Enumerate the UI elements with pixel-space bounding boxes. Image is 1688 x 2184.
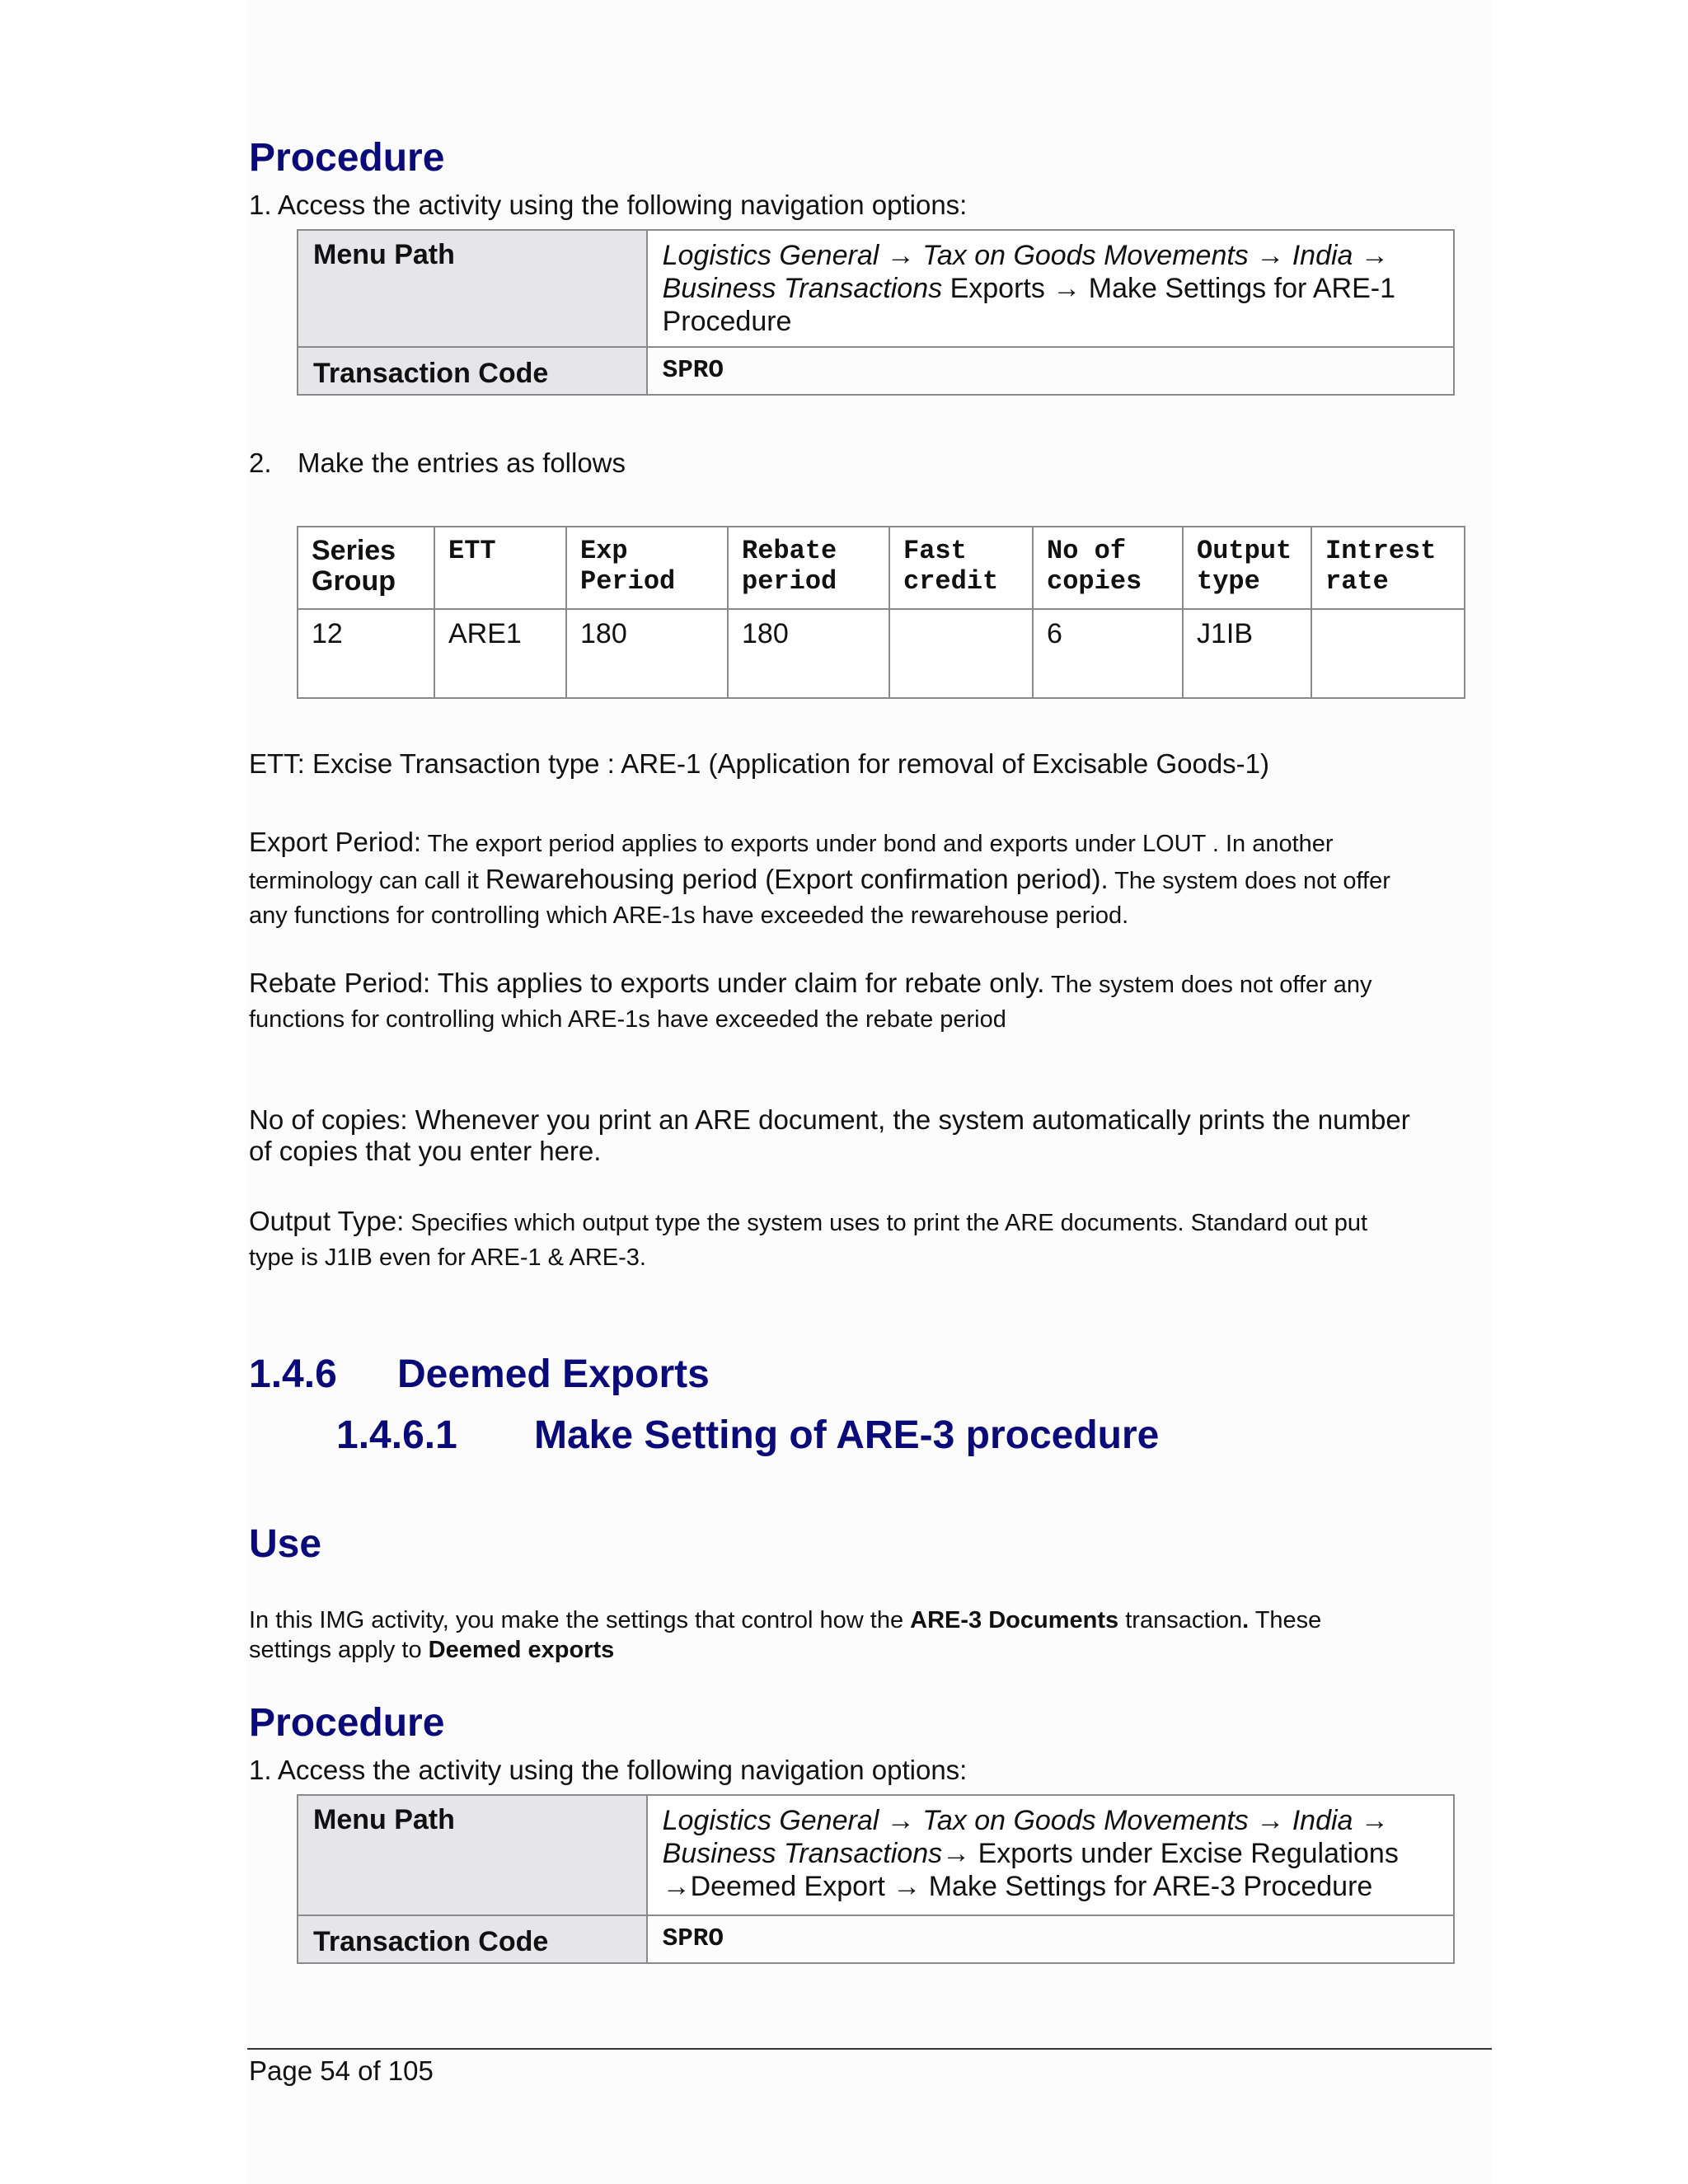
rebate-period-label: Rebate Period: This applies to exports under claim for rebate only.	[249, 968, 1045, 998]
export-period-label: Export Period:	[249, 827, 422, 857]
menu-path-value	[647, 1795, 1454, 1915]
menu-path-part: Exports	[942, 273, 1053, 304]
menu-path-part: Business Transactions	[662, 1838, 943, 1869]
no-of-copies-text: of copies that you enter here.	[249, 1136, 602, 1166]
ett-note: ETT: Excise Transaction type : ARE-1 (Application for removal of Excisable Goods-1)	[249, 748, 1270, 779]
arrow-icon: →	[1053, 273, 1081, 304]
arrow-icon: →	[662, 1871, 691, 1902]
arrow-icon: →	[1360, 1805, 1389, 1836]
menu-path-label: Menu Path	[298, 230, 647, 347]
use-text-part: Deemed exports	[428, 1637, 615, 1663]
step-2-number: 2.	[249, 448, 272, 478]
transaction-code-value: SPRO	[647, 1915, 1454, 1963]
table-header-cell: Exp Period	[566, 527, 728, 609]
section-number: 1.4.6	[249, 1352, 337, 1396]
table-row	[298, 609, 1465, 698]
menu-path-part: Tax on Goods Movements	[922, 1805, 1249, 1836]
output-type-text: type is J1IB even for ARE-1 & ARE-3.	[249, 1244, 646, 1271]
arrow-icon: →	[886, 1805, 915, 1836]
menu-path-part: Business Transactions	[662, 273, 943, 304]
no-of-copies-note	[249, 1104, 1410, 1167]
menu-path-part: Logistics General	[662, 1805, 879, 1836]
procedure-heading: Procedure	[249, 136, 445, 180]
table-cell: 6	[1033, 609, 1183, 698]
menu-path-part: Make Settings for ARE-1	[1081, 273, 1396, 304]
output-type-text: Specifies which output type the system uses to print the ARE documents. Standard out put	[404, 1210, 1368, 1236]
navigation-table-are1	[297, 229, 1455, 396]
no-of-copies-text: No of copies: Whenever you print an ARE document, the system automatically prints the number	[249, 1104, 1410, 1135]
step-1-text-2: 1. Access the activity using the following navigation options:	[249, 1755, 968, 1785]
page-number: Page 54 of 105	[249, 2055, 434, 2086]
export-period-text: The system does not offer	[1108, 868, 1390, 894]
table-header-cell: Intrest rate	[1311, 527, 1465, 609]
export-period-text: The export period applies to exports under bond and exports under LOUT . In another	[421, 831, 1334, 857]
menu-path-label: Menu Path	[298, 1795, 647, 1915]
rebate-period-text: functions for controlling which ARE-1s have exceeded the rebate period	[249, 1006, 1006, 1033]
subsection-title: Make Setting of ARE-3 procedure	[534, 1413, 1160, 1457]
table-cell: 180	[566, 609, 728, 698]
table-cell	[1311, 609, 1465, 698]
use-text-part: settings apply to	[249, 1637, 429, 1663]
section-title: Deemed Exports	[397, 1352, 710, 1396]
transaction-code-label: Transaction Code	[298, 1915, 647, 1963]
arrow-icon: →	[893, 1871, 921, 1902]
footer-divider	[247, 2048, 1492, 2050]
rebate-period-text: The system does not offer any	[1044, 972, 1372, 998]
rebate-period-note	[249, 968, 1485, 1034]
menu-path-part: Exports under Excise Regulations	[970, 1838, 1399, 1869]
subsection-number: 1.4.6.1	[336, 1413, 457, 1457]
step-2-text: Make the entries as follows	[298, 448, 626, 478]
arrow-icon: →	[1360, 240, 1389, 271]
step-1-text: 1. Access the activity using the following navigation options:	[249, 190, 968, 220]
use-text-part: These	[1249, 1607, 1322, 1633]
table-header-cell: Fast credit	[889, 527, 1033, 609]
table-header-cell: Series Group	[298, 527, 434, 609]
use-heading: Use	[249, 1522, 322, 1566]
use-text-part: In this IMG activity, you make the settings that control how the	[249, 1607, 911, 1633]
menu-path-part: Logistics General	[662, 240, 879, 271]
arrow-icon: →	[886, 240, 915, 271]
menu-path-part: Make Settings for ARE-3 Procedure	[921, 1871, 1373, 1902]
table-cell: 180	[728, 609, 889, 698]
table-cell	[889, 609, 1033, 698]
menu-path-part: India	[1292, 240, 1353, 271]
output-type-label: Output Type:	[249, 1206, 405, 1236]
arrow-icon: →	[942, 1838, 971, 1869]
transaction-code-value: SPRO	[647, 347, 1454, 395]
entries-table	[297, 526, 1465, 699]
use-text-part: ARE-3 Documents	[910, 1607, 1119, 1633]
table-header-cell: ETT	[434, 527, 566, 609]
table-header-cell: Rebate period	[728, 527, 889, 609]
table-cell: ARE1	[434, 609, 566, 698]
menu-path-part: India	[1292, 1805, 1353, 1836]
menu-path-part: Deemed Export	[690, 1871, 893, 1902]
arrow-icon: →	[1256, 1805, 1285, 1836]
table-cell: J1IB	[1183, 609, 1311, 698]
export-period-text: terminology can call it	[249, 868, 485, 894]
table-header-row	[298, 527, 1465, 609]
procedure-heading-2: Procedure	[249, 1701, 445, 1745]
export-period-text: any functions for controlling which ARE-1s have exceeded the rewarehouse period.	[249, 902, 1129, 929]
menu-path-part: Tax on Goods Movements	[922, 240, 1249, 271]
transaction-code-label: Transaction Code	[298, 347, 647, 395]
menu-path-value	[647, 230, 1454, 347]
use-text-part: transaction	[1118, 1607, 1243, 1633]
use-text	[249, 1605, 1321, 1665]
export-period-note	[249, 827, 1485, 930]
menu-path-part: Procedure	[662, 306, 792, 337]
export-period-text: Rewarehousing period (Export confirmation period).	[485, 864, 1109, 894]
table-header-cell: Output type	[1183, 527, 1311, 609]
output-type-note	[249, 1206, 1485, 1272]
table-header-cell: No of copies	[1033, 527, 1183, 609]
table-cell: 12	[298, 609, 434, 698]
arrow-icon: →	[1256, 240, 1285, 271]
use-text-part: .	[1242, 1607, 1250, 1633]
navigation-table-are3	[297, 1794, 1455, 1964]
